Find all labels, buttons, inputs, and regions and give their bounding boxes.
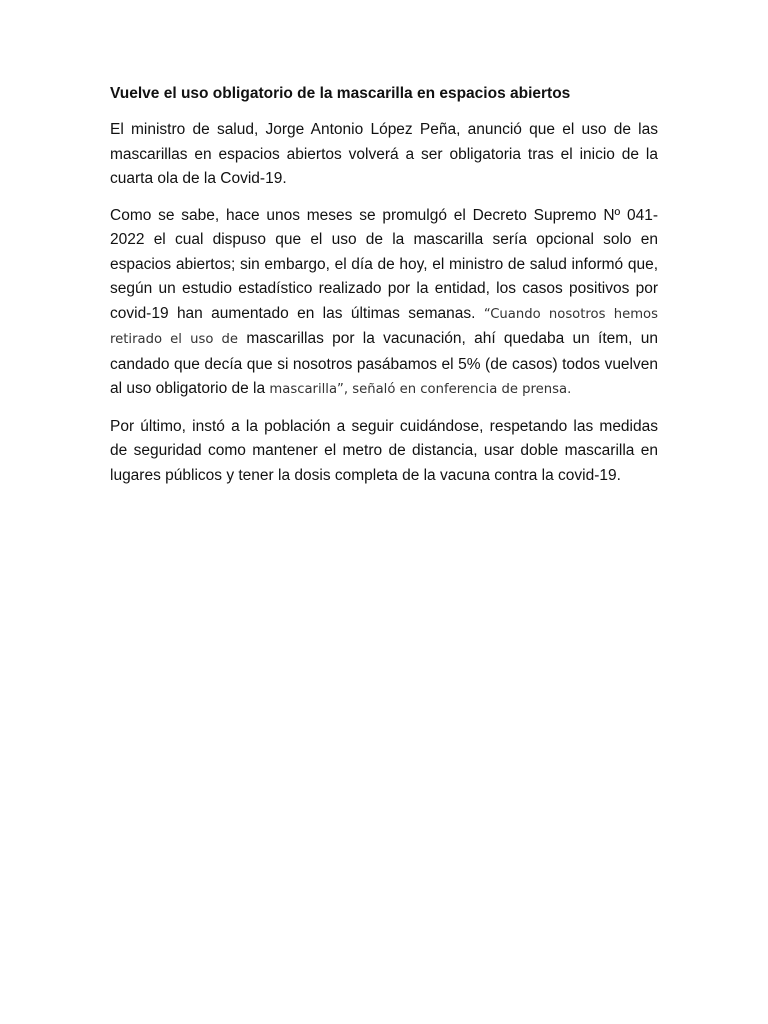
document-page [110, 82, 658, 500]
document-title: Vuelve el uso obligatorio de la mascarilla en espacios abiertos [110, 85, 571, 102]
paragraph-1-text: El ministro de salud, Jorge Antonio López Peña, anunció que el uso de las mascarillas en espacios abiertos volverá a ser obligatoria tras el inicio de la cuarta ola de la Covid-19. [110, 121, 658, 187]
paragraph-1 [110, 118, 658, 192]
quote-closing: mascarilla”, señaló en conferencia de prensa. [269, 382, 572, 397]
paragraph-3-text: Por último, instó a la población a seguir cuidándose, respetando las medidas de seguridad como mantener el metro de distancia, usar doble mascarilla en lugares públicos y tener la dosis completa de la vacuna contra la covid-19. [110, 417, 658, 484]
paragraph-2 [110, 204, 658, 403]
paragraph-3 [110, 415, 658, 489]
quote-body: mascarillas por la vacunación, ahí quedaba un ítem, un candado que decía que si nosotros pasábamos el 5% (de casos) todos vuelven al uso obligatorio de la [110, 330, 658, 397]
paragraph-2-text: Como se sabe, hace unos meses se promulgó el Decreto Supremo Nº 041-2022 el cual dispuso que el uso de la mascarilla sería opcional solo en espacios abiertos; sin embargo, el día de hoy, el ministro de salud informó que, según un estudio estadístico realizado por la entidad, los casos positivos por covid-19 han aumentado en las últimas semanas. [110, 206, 658, 322]
quote-opening: “Cuando nosotros hemos retirado el uso de [110, 306, 658, 347]
